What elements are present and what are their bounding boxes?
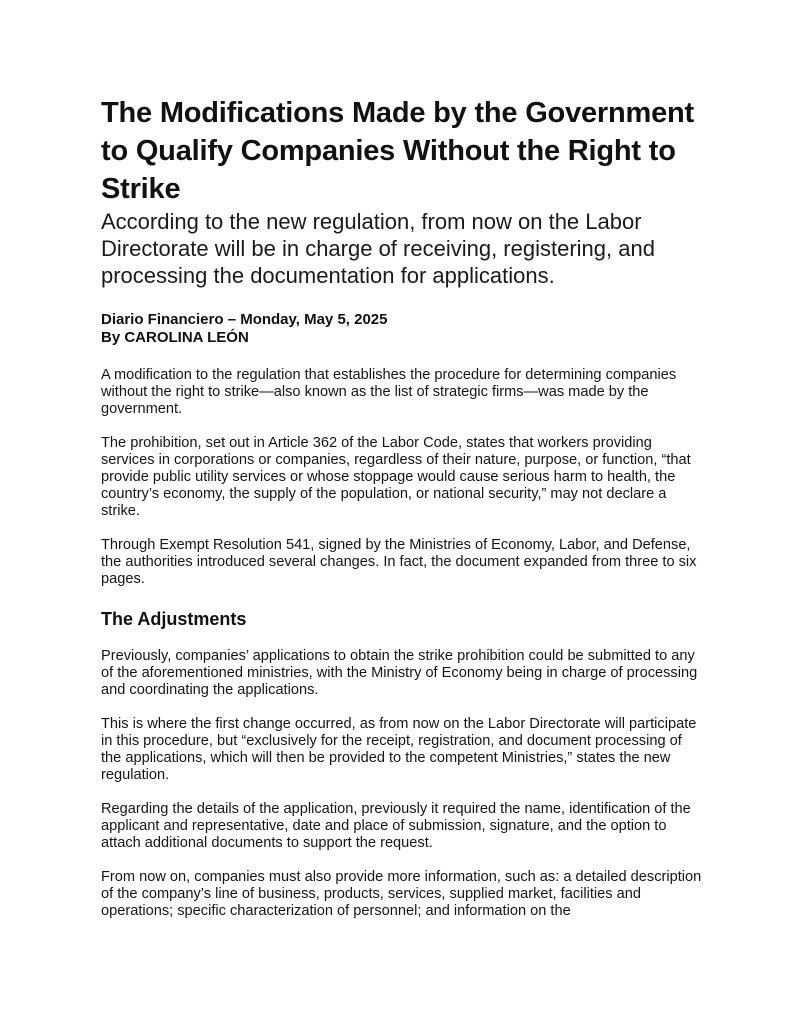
article-subtitle: According to the new regulation, from now on the Labor Directorate will be in charge of receiving, registering, and processing the documentation for applications. xyxy=(101,209,655,288)
author-line: By CAROLINA LEÓN xyxy=(101,329,249,346)
paragraph: This is where the first change occurred, as from now on the Labor Directorate will participate in this procedure, but “exclusively for the receipt, registration, and document processing of the applications, which will then be provided to the competent Ministries,” states the new regulation. xyxy=(101,716,697,783)
article xyxy=(101,94,703,937)
article-title: The Modifications Made by the Government to Qualify Companies Without the Right to Strike xyxy=(101,97,695,205)
byline xyxy=(101,311,703,347)
paragraph: From now on, companies must also provide more information, such as: a detailed description of the company’s line of business, products, services, supplied market, facilities and operations; specific characterization of personnel; and information on the xyxy=(101,869,702,919)
section-heading: The Adjustments xyxy=(101,609,247,629)
source-line: Diario Financiero – Monday, May 5, 2025 xyxy=(101,311,388,328)
paragraph: The prohibition, set out in Article 362 of the Labor Code, states that workers providing services in corporations or companies, regardless of their nature, purpose, or function, “that provide public utility services or whose stoppage would cause serious harm to health, the country’s economy, the supply of the population, or national security,” may not declare a strike. xyxy=(101,435,691,519)
paragraph: Previously, companies’ applications to obtain the strike prohibition could be submitted to any of the aforementioned ministries, with the Ministry of Economy being in charge of processing and coordinating the applications. xyxy=(101,648,698,698)
paragraph: A modification to the regulation that establishes the procedure for determining companies without the right to strike—also known as the list of strategic firms—was made by the government. xyxy=(101,367,677,417)
paragraph: Regarding the details of the application, previously it required the name, identification of the applicant and representative, date and place of submission, signature, and the option to attach additional documents to support the request. xyxy=(101,801,691,851)
paragraph: Through Exempt Resolution 541, signed by the Ministries of Economy, Labor, and Defense, the authorities introduced several changes. In fact, the document expanded from three to six pages. xyxy=(101,537,697,587)
